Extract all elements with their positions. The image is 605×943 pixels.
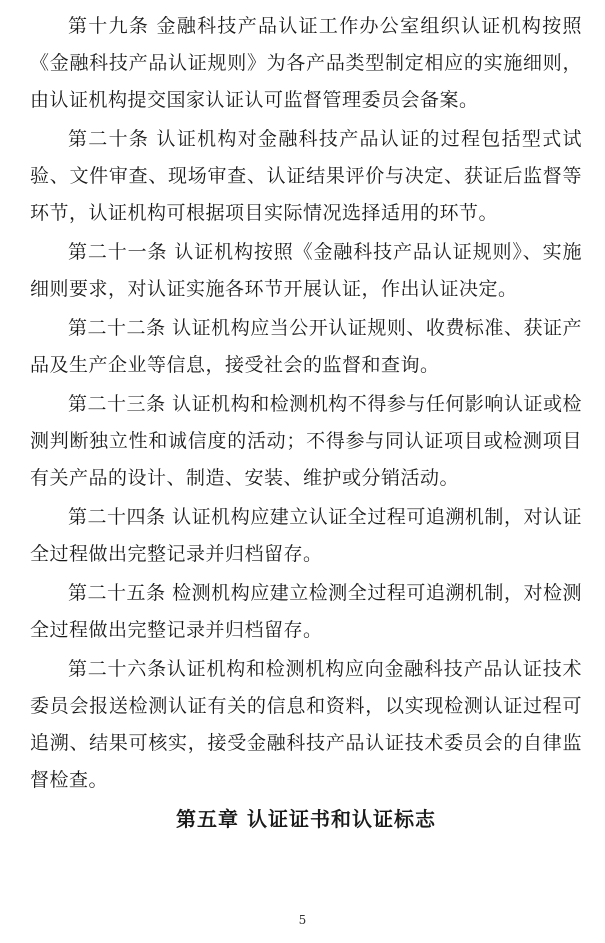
page-number: 5 bbox=[298, 913, 307, 927]
article-21: 第二十一条 认证机构按照《金融科技产品认证规则》、实施细则要求，对认证实施各环节开展认证，作出认证决定。 bbox=[30, 241, 582, 300]
article-22: 第二十二条 认证机构应当公开认证规则、收费标准、获证产品及生产企业等信息，接受社会的监督和查询。 bbox=[30, 317, 582, 376]
article-24: 第二十四条 认证机构应建立认证全过程可追溯机制，对认证全过程做出完整记录并归档留存。 bbox=[30, 506, 582, 565]
document-body bbox=[30, 8, 582, 832]
article-20: 第二十条 认证机构对金融科技产品认证的过程包括型式试验、文件审查、现场审查、认证结果评价与决定、获证后监督等环节，认证机构可根据项目实际情况选择适用的环节。 bbox=[30, 128, 582, 224]
article-26: 第二十六条认证机构和检测机构应向金融科技产品认证技术委员会报送检测认证有关的信息和资料，以实现检测认证过程可追溯、结果可核实，接受金融科技产品认证技术委员会的自律监督检查。 bbox=[30, 658, 582, 791]
article-23: 第二十三条 认证机构和检测机构不得参与任何影响认证或检测判断独立性和诚信度的活动；不得参与同认证项目或检测项目有关产品的设计、制造、安装、维护或分销活动。 bbox=[30, 393, 582, 489]
article-25: 第二十五条 检测机构应建立检测全过程可追溯机制，对检测全过程做出完整记录并归档留存。 bbox=[30, 582, 582, 641]
chapter-heading: 第五章 认证证书和认证标志 bbox=[176, 807, 436, 831]
article-19: 第十九条 金融科技产品认证工作办公室组织认证机构按照《金融科技产品认证规则》为各产品类型制定相应的实施细则，由认证机构提交国家认证认可监督管理委员会备案。 bbox=[30, 15, 582, 111]
